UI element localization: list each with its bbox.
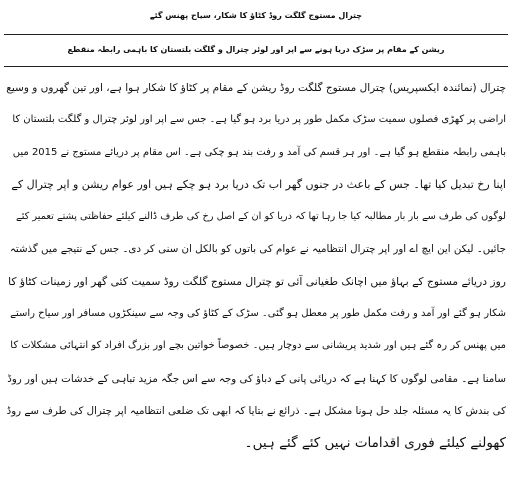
article-body-line: چترال (نمائندہ ایکسپریس) چترال مستوج گلگت روڈ ریشن کے مقام پر کٹاؤ کا شکار ہوا ہے، اور تین گھروں و وسیع xyxy=(6,82,506,94)
article-body-line: روز دریائے مستوج کے بہاؤ میں اچانک طغیانی آئی تو چترال مستوج گلگت روڈ سمیت کئی گھر اور زمینات کٹاؤ کا xyxy=(8,274,506,288)
article-body-line: اراضی پر کھڑی فصلوں سمیت سڑک مکمل طور پر دریا برد ہو گیا ہے۔ جس سے اپر اور لوئر چترال و گلگت بلتستان کا xyxy=(12,114,506,126)
article-body-line: سامنا ہے۔ مقامی لوگوں کا کہنا ہے کہ دریائی پانی کے دباؤ کی وجہ سے اس جگہ مزید تباہی کے خدشات ہیں اور روڈ xyxy=(7,372,506,385)
article-body-line: کی بندش کا یہ مسئلہ جلد حل ہونا مشکل ہے۔ ذرائع نے بتایا کہ ابھی تک ضلعی انتظامیہ اپر چترال کی طرف سے روڈ xyxy=(6,404,506,417)
headline-divider-top xyxy=(4,34,508,35)
article-body-line: شکار ہو گئے اور آمد و رفت مکمل طور پر معطل ہو گئی۔ سڑک کے کٹاؤ کی وجہ سے سینکڑوں مسافر اور سیاح راستے xyxy=(10,308,506,320)
subheadline: ریشن کے مقام پر سڑک دریا ہونے سے اپر اور لوئر چترال و گلگت بلتستان کا باہمی رابطہ منقطع xyxy=(67,45,445,54)
article-body-line: اپنا رخ تبدیل کیا تھا۔ جس کے باعث در جنوں گھر اب تک دریا برد ہو چکے ہیں اور عوام ریشن و اپر چترال کے xyxy=(11,177,506,191)
article-body xyxy=(6,72,506,460)
article-body-line: کھولنے کیلئے فوری اقدامات نہیں کئے گئے ہیں۔ xyxy=(244,435,506,452)
headline-divider-bottom xyxy=(4,66,508,67)
article-body-line: جائیں۔ لیکن این ایچ اے اور اپر چترال انتظامیہ نے عوام کی باتوں کو بالکل ان سنی کر دی۔ جس کے نتیجے میں گذشتہ xyxy=(9,243,506,256)
headline: چترال مستوج گلگت روڈ کٹاؤ کا شکار، سیاح پھنس گئے xyxy=(149,11,363,20)
article-body-line: لوگوں کی طرف سے بار بار مطالبہ کیا جا رہا تھا کہ دریا کو ان کے اصل رخ کی طرف ڈالنے کیلئے حفاظتی پشتے تعمیر کئے xyxy=(16,211,506,223)
article-body-line: باہمی رابطہ منقطع ہو گیا ہے۔ اور ہر قسم کی آمد و رفت بند ہو چکی ہے۔ اس مقام پر دریائے مستوج نے 2015 میں xyxy=(12,146,506,158)
article-body-line: میں پھنس کر رہ گئے ہیں اور شدید پریشانی سے دوچار ہیں۔ خصوصاً خواتین بچے اور بزرگ افراد کو انتہائی مشکلات کا xyxy=(10,340,506,352)
